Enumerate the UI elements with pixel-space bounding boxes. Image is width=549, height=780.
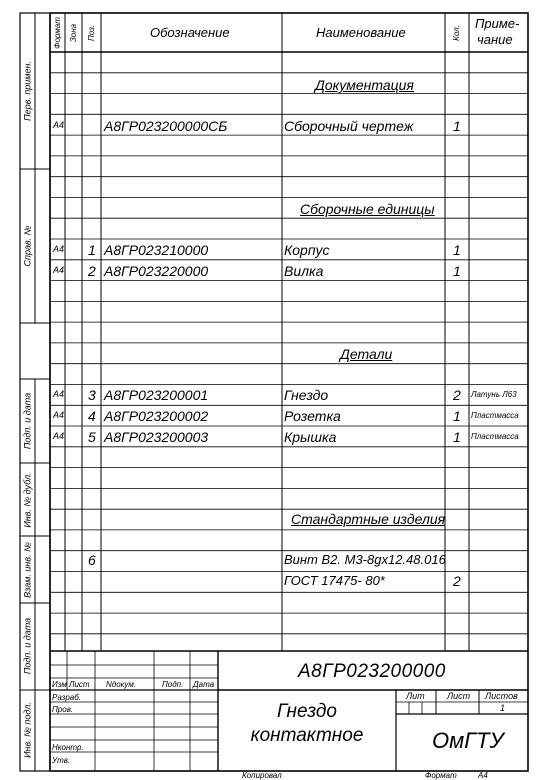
header-primechanie-1: Приме- <box>475 16 520 31</box>
header-zona: Зона <box>69 23 78 43</box>
row-part2-name: Розетка <box>284 408 341 424</box>
row-part1-oboz: А8ГР023200001 <box>104 387 209 403</box>
tb-list-header: Лист <box>69 680 90 689</box>
header-oboznachenie: Обозначение <box>150 25 230 40</box>
row-part2-oboz: А8ГР023200002 <box>104 408 209 424</box>
side-label-sprav-no: Справ. № <box>22 225 33 267</box>
header-primechanie-2: чание <box>477 32 513 47</box>
row-doc1-oboz: А8ГР023200000СБ <box>104 118 228 134</box>
tb-listov: Листов <box>485 691 518 701</box>
section-parts: Детали <box>340 346 393 362</box>
tb-ndokum: Nдокум. <box>106 680 137 689</box>
tb-listov-value: 1 <box>500 703 506 713</box>
row-asm1-qty: 1 <box>453 242 461 258</box>
row-asm2-oboz: А8ГР023220000 <box>104 263 209 279</box>
row-asm1-name: Корпус <box>284 242 330 258</box>
side-label-podp-data-1: Подп. и дата <box>22 392 33 450</box>
tb-utv: Утв. <box>52 756 71 765</box>
tb-razrab: Разраб. <box>52 693 81 702</box>
row-doc1-format: А4 <box>53 120 65 130</box>
section-assembly-units: Сборочные единицы <box>300 201 435 217</box>
header-poz: Поз. <box>87 24 96 42</box>
title-product-name <box>218 700 396 748</box>
footer-format-value: А4 <box>478 771 488 780</box>
row-asm1-poz: 1 <box>88 242 96 258</box>
tb-prov: Пров. <box>52 705 74 714</box>
tb-org: ОмГТУ <box>432 728 504 753</box>
title-name-line-1: Гнездо <box>277 701 337 722</box>
row-std2-qty: 2 <box>453 573 461 589</box>
header-format: Формат <box>53 17 62 49</box>
row-part3-qty: 1 <box>453 429 461 445</box>
row-part3-oboz: А8ГР023200003 <box>104 429 209 445</box>
row-part3-format: А4 <box>53 431 65 441</box>
row-asm2-name: Вилка <box>284 263 324 279</box>
row-asm2-qty: 1 <box>453 263 461 279</box>
footer-kopiroval: Копировал <box>242 771 282 780</box>
tb-lit: Лит <box>406 691 425 701</box>
side-label-inv-podl: Инв. № подл. <box>22 702 33 758</box>
side-label-podp-data-2: Подп. и дата <box>22 617 33 675</box>
row-part1-format: А4 <box>53 389 65 399</box>
title-name-line-2: контактное <box>250 724 364 746</box>
side-label-inv-dubl: Инв. № дубл. <box>22 472 33 528</box>
section-documentation: Документация <box>315 77 414 93</box>
side-label-perv-primen: Перв. примен. <box>22 61 33 121</box>
tb-nkontr: Нконтр. <box>52 743 84 752</box>
title-designation: А8ГР023200000 <box>298 661 446 682</box>
footer-format-label: Формат <box>425 771 457 780</box>
row-part3-name: Крышка <box>284 429 337 445</box>
section-standard: Стандартные изделия <box>291 511 446 527</box>
tb-podp: Подп. <box>162 680 184 689</box>
header-kol: Кол. <box>452 25 461 41</box>
row-doc1-name: Сборочный чертеж <box>284 118 414 134</box>
row-std2-name: ГОСТ 17475- 80* <box>284 573 385 588</box>
row-part3-poz: 5 <box>88 429 96 445</box>
tb-data: Дата <box>193 680 215 689</box>
row-part2-poz: 4 <box>88 408 96 424</box>
row-asm2-poz: 2 <box>88 263 96 279</box>
side-label-vzam-inv: Взам. инв. № <box>22 542 33 598</box>
row-std1-name: Винт В2. М3-8gx12.48.016 <box>284 552 446 567</box>
row-asm1-format: А4 <box>53 244 65 254</box>
row-asm2-format: А4 <box>53 265 65 275</box>
row-std1-poz: 6 <box>88 552 96 568</box>
row-part3-note: Пластмасса <box>471 432 519 441</box>
row-doc1-qty: 1 <box>453 118 461 134</box>
row-part2-qty: 1 <box>453 408 461 424</box>
tb-list: Лист <box>447 691 471 701</box>
row-part1-note: Латунь Л63 <box>471 390 517 399</box>
row-part2-format: А4 <box>53 410 65 420</box>
tb-izm: Изм <box>52 680 67 689</box>
row-part1-qty: 2 <box>453 387 461 403</box>
row-part2-note: Пластмасса <box>471 411 519 420</box>
header-naimenovanie: Наименование <box>316 25 406 40</box>
row-asm1-oboz: А8ГР023210000 <box>104 242 209 258</box>
row-part1-poz: 3 <box>88 387 96 403</box>
row-part1-name: Гнездо <box>284 387 329 403</box>
